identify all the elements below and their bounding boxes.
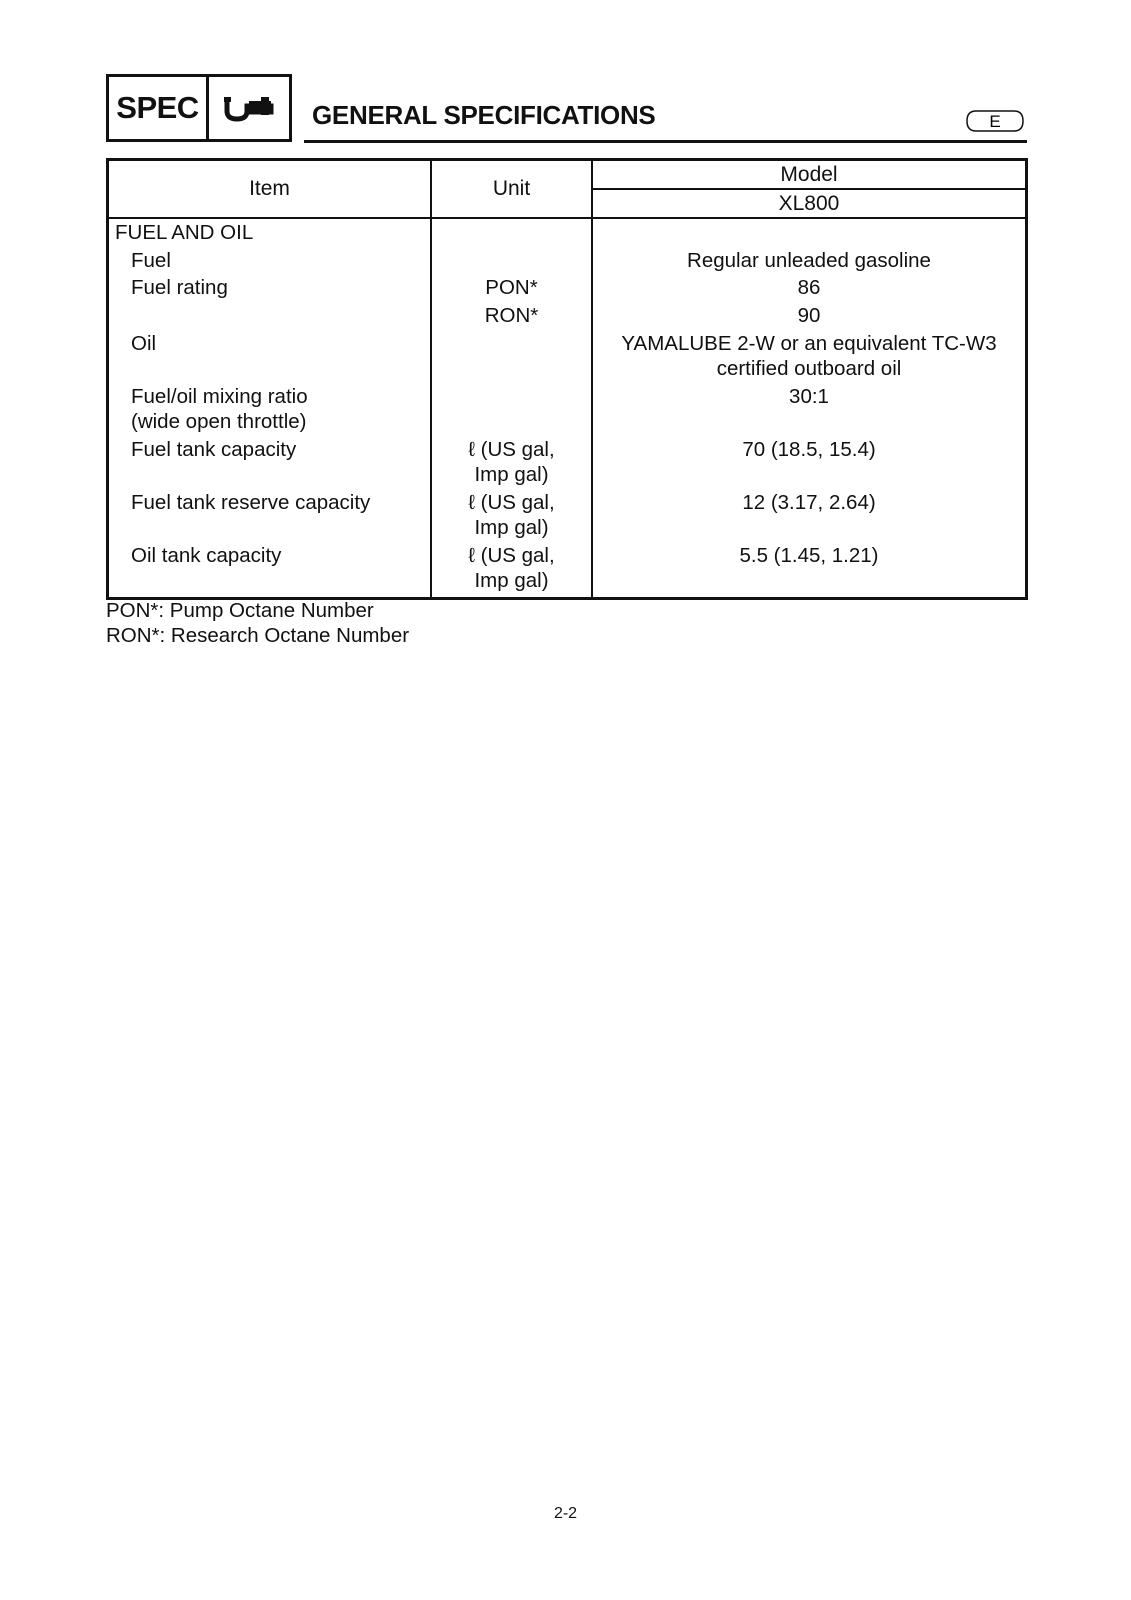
unit-oil-spacer — [432, 356, 591, 381]
item-column — [109, 219, 432, 597]
footnotes — [106, 598, 409, 648]
spec-badge — [106, 74, 292, 142]
value-mixing-ratio-spacer — [593, 409, 1025, 434]
item-blank — [109, 303, 430, 328]
unit-fuel-reserve-2: Imp gal) — [474, 516, 549, 539]
micrometer-icon — [209, 77, 289, 139]
page-title: GENERAL SPECIFICATIONS — [312, 100, 656, 130]
value-pon: 86 — [797, 276, 821, 299]
unit-mixing-ratio — [432, 384, 591, 409]
title-rule — [304, 140, 1027, 143]
footnote-pon: PON*: Pump Octane Number — [106, 599, 374, 622]
value-fuel-reserve: 12 (3.17, 2.64) — [742, 491, 876, 514]
item-fuel-reserve: Fuel tank reserve capacity — [131, 491, 371, 514]
value-oil-tank-spacer — [593, 568, 1025, 593]
item-fuel-tank-spacer — [109, 462, 430, 487]
value-fuel-tank: 70 (18.5, 15.4) — [742, 438, 876, 461]
value-oil-2: certified outboard oil — [716, 357, 902, 380]
value-column — [593, 219, 1025, 597]
item-fuel-tank: Fuel tank capacity — [131, 438, 297, 461]
unit-ron: RON* — [484, 304, 539, 327]
unit-oil-tank: ℓ (US gal, — [468, 544, 555, 567]
spec-table — [106, 158, 1028, 600]
item-fuel-rating: Fuel rating — [131, 276, 228, 299]
unit-section-spacer — [432, 219, 591, 247]
value-section-spacer — [593, 219, 1025, 247]
unit-oil-tank-2: Imp gal) — [474, 569, 549, 592]
value-fuel-tank-spacer — [593, 462, 1025, 487]
unit-fuel-tank: ℓ (US gal, — [468, 438, 555, 461]
unit-pon: PON* — [485, 276, 538, 299]
language-badge-label: E — [989, 112, 1001, 131]
value-fuel-reserve-spacer — [593, 515, 1025, 540]
unit-column — [432, 219, 593, 597]
item-oil-tank-spacer — [109, 568, 430, 593]
header-model-value: XL800 — [778, 191, 840, 215]
table-body — [109, 219, 1025, 597]
unit-fuel-reserve: ℓ (US gal, — [468, 491, 555, 514]
footnote-ron: RON*: Research Octane Number — [106, 624, 410, 647]
page-number: 2-2 — [553, 1505, 578, 1522]
item-oil-spacer — [109, 356, 430, 381]
item-mixing-ratio: Fuel/oil mixing ratio — [131, 385, 308, 408]
unit-oil — [432, 331, 591, 356]
value-mixing-ratio: 30:1 — [789, 385, 829, 408]
item-mixing-ratio-note: (wide open throttle) — [131, 410, 307, 433]
section-title: FUEL AND OIL — [115, 221, 254, 244]
value-oil: YAMALUBE 2-W or an equivalent TC-W3 — [621, 332, 997, 355]
value-fuel: Regular unleaded gasoline — [687, 249, 931, 272]
value-ron: 90 — [797, 304, 821, 327]
header-unit: Unit — [432, 161, 593, 217]
header-model-label: Model — [593, 161, 1025, 190]
language-badge — [966, 110, 1024, 132]
value-oil-tank: 5.5 (1.45, 1.21) — [739, 544, 879, 567]
table-header — [109, 161, 1025, 219]
header-item: Item — [109, 161, 432, 217]
header-model — [593, 161, 1025, 217]
spec-badge-label: SPEC — [109, 77, 209, 139]
item-oil-tank: Oil tank capacity — [131, 544, 282, 567]
unit-fuel — [432, 247, 591, 275]
unit-mixing-ratio-spacer — [432, 409, 591, 434]
unit-fuel-tank-2: Imp gal) — [474, 463, 549, 486]
item-fuel-reserve-spacer — [109, 515, 430, 540]
item-fuel: Fuel — [131, 249, 171, 272]
item-oil: Oil — [131, 332, 157, 355]
